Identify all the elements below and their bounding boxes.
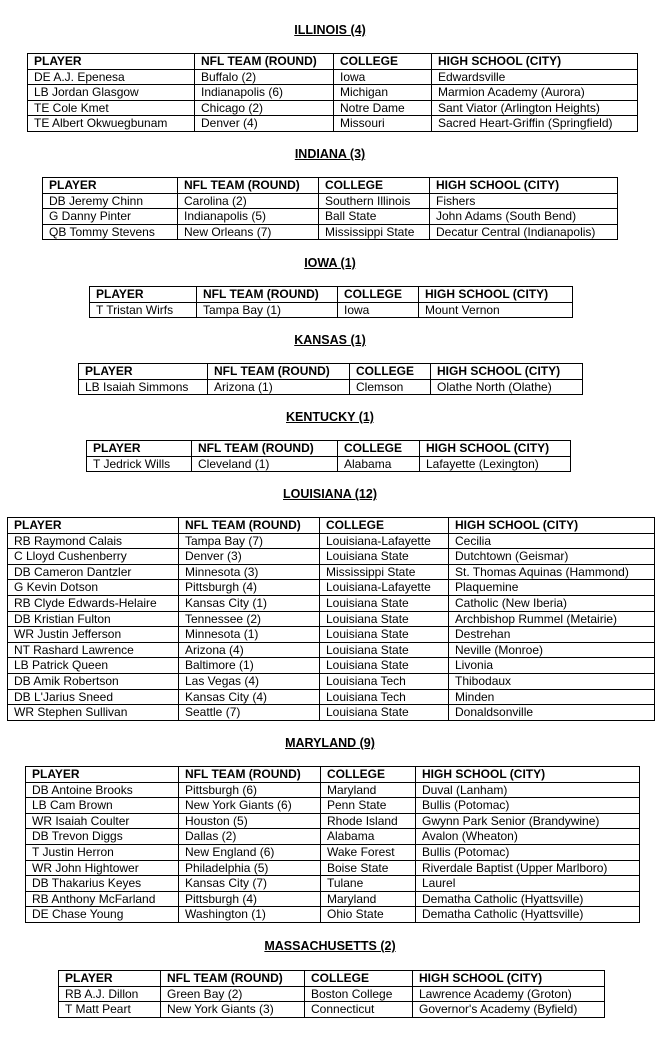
high-school-cell: Sacred Heart-Griffin (Springfield): [432, 116, 638, 132]
nfl-team-cell: Baltimore (1): [179, 658, 320, 674]
college-cell: Rhode Island: [321, 813, 416, 829]
column-header-high-school: HIGH SCHOOL (CITY): [419, 287, 573, 303]
college-cell: Louisiana-Lafayette: [320, 580, 449, 596]
nfl-team-cell: Kansas City (4): [179, 689, 320, 705]
state-heading: MASSACHUSETTS (2): [264, 939, 396, 953]
high-school-cell: Plaquemine: [449, 580, 655, 596]
college-cell: Ohio State: [321, 907, 416, 923]
table-row: [26, 798, 640, 814]
player-cell: LB Isaiah Simmons: [79, 379, 208, 395]
column-header-high-school: HIGH SCHOOL (CITY): [449, 518, 655, 534]
player-cell: TE Cole Kmet: [28, 100, 195, 116]
state-heading: ILLINOIS (4): [294, 23, 366, 37]
table-row: [79, 379, 583, 395]
college-cell: Louisiana State: [320, 658, 449, 674]
column-header-high-school: HIGH SCHOOL (CITY): [420, 441, 571, 457]
state-heading: LOUISIANA (12): [283, 487, 377, 501]
college-cell: Louisiana State: [320, 642, 449, 658]
header-row: [43, 178, 618, 194]
table-row: [8, 611, 655, 627]
nfl-team-cell: Arizona (1): [208, 379, 350, 395]
college-cell: Wake Forest: [321, 844, 416, 860]
nfl-team-cell: Philadelphia (5): [179, 860, 321, 876]
column-header-high-school: HIGH SCHOOL (CITY): [432, 54, 638, 70]
nfl-team-cell: Washington (1): [179, 907, 321, 923]
high-school-cell: Riverdale Baptist (Upper Marlboro): [416, 860, 640, 876]
high-school-cell: John Adams (South Bend): [430, 209, 618, 225]
table-row: [43, 193, 618, 209]
header-row: [8, 518, 655, 534]
nfl-team-cell: Indianapolis (6): [195, 85, 334, 101]
state-section: [0, 256, 660, 317]
draft-table: [78, 363, 583, 395]
column-header-college: COLLEGE: [321, 767, 416, 783]
state-heading: IOWA (1): [304, 256, 356, 270]
state-heading: KANSAS (1): [294, 333, 366, 347]
header-row: [79, 364, 583, 380]
player-cell: RB Clyde Edwards-Helaire: [8, 595, 179, 611]
nfl-team-cell: Pittsburgh (6): [179, 782, 321, 798]
player-cell: WR Justin Jefferson: [8, 627, 179, 643]
column-header-nfl-team: NFL TEAM (ROUND): [179, 518, 320, 534]
college-cell: Boise State: [321, 860, 416, 876]
header-row: [87, 441, 571, 457]
nfl-team-cell: Denver (4): [195, 116, 334, 132]
college-cell: Missouri: [334, 116, 432, 132]
college-cell: Louisiana State: [320, 595, 449, 611]
high-school-cell: Minden: [449, 689, 655, 705]
table-row: [26, 844, 640, 860]
high-school-cell: Bullis (Potomac): [416, 844, 640, 860]
player-cell: T Jedrick Wills: [87, 456, 192, 472]
table-row: [8, 580, 655, 596]
nfl-team-cell: Minnesota (3): [179, 564, 320, 580]
player-cell: LB Cam Brown: [26, 798, 179, 814]
high-school-cell: Neville (Monroe): [449, 642, 655, 658]
column-header-player: PLAYER: [90, 287, 197, 303]
high-school-cell: Livonia: [449, 658, 655, 674]
state-section: [0, 736, 660, 922]
nfl-team-cell: New York Giants (6): [179, 798, 321, 814]
nfl-team-cell: Indianapolis (5): [178, 209, 319, 225]
table-row: [28, 85, 638, 101]
draft-table: [86, 440, 571, 472]
column-header-nfl-team: NFL TEAM (ROUND): [192, 441, 338, 457]
table-row: [26, 860, 640, 876]
player-cell: T Tristan Wirfs: [90, 302, 197, 318]
table-row: [26, 907, 640, 923]
column-header-high-school: HIGH SCHOOL (CITY): [430, 178, 618, 194]
college-cell: Alabama: [321, 829, 416, 845]
player-cell: NT Rashard Lawrence: [8, 642, 179, 658]
state-heading: KENTUCKY (1): [286, 410, 374, 424]
player-cell: DB L'Jarius Sneed: [8, 689, 179, 705]
nfl-team-cell: Dallas (2): [179, 829, 321, 845]
high-school-cell: Laurel: [416, 876, 640, 892]
player-cell: DB Kristian Fulton: [8, 611, 179, 627]
table-row: [28, 69, 638, 85]
nfl-team-cell: Arizona (4): [179, 642, 320, 658]
column-header-college: COLLEGE: [350, 364, 431, 380]
college-cell: Maryland: [321, 891, 416, 907]
college-cell: Louisiana State: [320, 611, 449, 627]
college-cell: Louisiana-Lafayette: [320, 533, 449, 549]
nfl-team-cell: Kansas City (1): [179, 595, 320, 611]
column-header-player: PLAYER: [79, 364, 208, 380]
player-cell: WR Isaiah Coulter: [26, 813, 179, 829]
high-school-cell: Destrehan: [449, 627, 655, 643]
nfl-team-cell: Minnesota (1): [179, 627, 320, 643]
nfl-team-cell: Kansas City (7): [179, 876, 321, 892]
state-section: [0, 939, 660, 1017]
nfl-team-cell: Cleveland (1): [192, 456, 338, 472]
college-cell: Clemson: [350, 379, 431, 395]
high-school-cell: Avalon (Wheaton): [416, 829, 640, 845]
column-header-high-school: HIGH SCHOOL (CITY): [416, 767, 640, 783]
state-heading: INDIANA (3): [294, 147, 366, 161]
college-cell: Tulane: [321, 876, 416, 892]
column-header-college: COLLEGE: [338, 441, 420, 457]
high-school-cell: Governor's Academy (Byfield): [413, 1002, 605, 1018]
college-cell: Penn State: [321, 798, 416, 814]
state-heading: MARYLAND (9): [285, 736, 375, 750]
nfl-team-cell: Tennessee (2): [179, 611, 320, 627]
player-cell: QB Tommy Stevens: [43, 224, 178, 240]
column-header-player: PLAYER: [8, 518, 179, 534]
nfl-team-cell: Green Bay (2): [161, 986, 305, 1002]
nfl-team-cell: Buffalo (2): [195, 69, 334, 85]
nfl-team-cell: Houston (5): [179, 813, 321, 829]
table-row: [87, 456, 571, 472]
high-school-cell: Decatur Central (Indianapolis): [430, 224, 618, 240]
nfl-team-cell: New Orleans (7): [178, 224, 319, 240]
header-row: [59, 971, 605, 987]
table-row: [26, 813, 640, 829]
table-row: [8, 533, 655, 549]
player-cell: DE A.J. Epenesa: [28, 69, 195, 85]
column-header-college: COLLEGE: [334, 54, 432, 70]
high-school-cell: Mount Vernon: [419, 302, 573, 318]
table-row: [90, 302, 573, 318]
college-cell: Alabama: [338, 456, 420, 472]
player-cell: DB Jeremy Chinn: [43, 193, 178, 209]
college-cell: Mississippi State: [320, 564, 449, 580]
header-row: [26, 767, 640, 783]
player-cell: RB Raymond Calais: [8, 533, 179, 549]
column-header-nfl-team: NFL TEAM (ROUND): [161, 971, 305, 987]
high-school-cell: Donaldsonville: [449, 705, 655, 721]
college-cell: Louisiana State: [320, 549, 449, 565]
column-header-high-school: HIGH SCHOOL (CITY): [431, 364, 583, 380]
high-school-cell: Catholic (New Iberia): [449, 595, 655, 611]
college-cell: Louisiana Tech: [320, 689, 449, 705]
nfl-team-cell: Pittsburgh (4): [179, 891, 321, 907]
nfl-team-cell: Carolina (2): [178, 193, 319, 209]
column-header-nfl-team: NFL TEAM (ROUND): [197, 287, 338, 303]
high-school-cell: Bullis (Potomac): [416, 798, 640, 814]
table-row: [26, 876, 640, 892]
player-cell: LB Jordan Glasgow: [28, 85, 195, 101]
header-row: [28, 54, 638, 70]
player-cell: T Justin Herron: [26, 844, 179, 860]
college-cell: Boston College: [305, 986, 413, 1002]
column-header-college: COLLEGE: [338, 287, 419, 303]
nfl-team-cell: Chicago (2): [195, 100, 334, 116]
state-section: [0, 23, 660, 131]
column-header-player: PLAYER: [59, 971, 161, 987]
column-header-player: PLAYER: [28, 54, 195, 70]
draft-table: [27, 53, 638, 132]
player-cell: DB Trevon Diggs: [26, 829, 179, 845]
college-cell: Louisiana Tech: [320, 673, 449, 689]
high-school-cell: Archbishop Rummel (Metairie): [449, 611, 655, 627]
college-cell: Michigan: [334, 85, 432, 101]
state-section: [0, 410, 660, 471]
nfl-team-cell: New England (6): [179, 844, 321, 860]
table-row: [26, 891, 640, 907]
table-row: [26, 829, 640, 845]
player-cell: DB Thakarius Keyes: [26, 876, 179, 892]
college-cell: Southern Illinois: [319, 193, 430, 209]
college-cell: Iowa: [334, 69, 432, 85]
player-cell: DE Chase Young: [26, 907, 179, 923]
table-row: [8, 658, 655, 674]
college-cell: Ball State: [319, 209, 430, 225]
table-row: [43, 224, 618, 240]
state-section: [0, 487, 660, 720]
player-cell: C Lloyd Cushenberry: [8, 549, 179, 565]
high-school-cell: Marmion Academy (Aurora): [432, 85, 638, 101]
column-header-college: COLLEGE: [319, 178, 430, 194]
nfl-team-cell: Denver (3): [179, 549, 320, 565]
player-cell: G Danny Pinter: [43, 209, 178, 225]
table-row: [8, 642, 655, 658]
nfl-team-cell: Tampa Bay (1): [197, 302, 338, 318]
high-school-cell: Dematha Catholic (Hyattsville): [416, 891, 640, 907]
column-header-nfl-team: NFL TEAM (ROUND): [179, 767, 321, 783]
player-cell: DB Cameron Dantzler: [8, 564, 179, 580]
high-school-cell: Dematha Catholic (Hyattsville): [416, 907, 640, 923]
player-cell: T Matt Peart: [59, 1002, 161, 1018]
state-section: [0, 333, 660, 394]
college-cell: Iowa: [338, 302, 419, 318]
table-row: [8, 705, 655, 721]
nfl-team-cell: Seattle (7): [179, 705, 320, 721]
college-cell: Connecticut: [305, 1002, 413, 1018]
column-header-college: COLLEGE: [305, 971, 413, 987]
table-row: [8, 595, 655, 611]
column-header-nfl-team: NFL TEAM (ROUND): [195, 54, 334, 70]
table-row: [8, 564, 655, 580]
column-header-player: PLAYER: [43, 178, 178, 194]
high-school-cell: Thibodaux: [449, 673, 655, 689]
table-row: [8, 689, 655, 705]
table-row: [8, 549, 655, 565]
college-cell: Maryland: [321, 782, 416, 798]
high-school-cell: Fishers: [430, 193, 618, 209]
player-cell: RB A.J. Dillon: [59, 986, 161, 1002]
table-row: [28, 116, 638, 132]
draft-table: [58, 970, 605, 1018]
high-school-cell: Duval (Lanham): [416, 782, 640, 798]
nfl-team-cell: Tampa Bay (7): [179, 533, 320, 549]
nfl-team-cell: Las Vegas (4): [179, 673, 320, 689]
high-school-cell: Lafayette (Lexington): [420, 456, 571, 472]
player-cell: WR Stephen Sullivan: [8, 705, 179, 721]
header-row: [90, 287, 573, 303]
high-school-cell: Lawrence Academy (Groton): [413, 986, 605, 1002]
college-cell: Louisiana State: [320, 705, 449, 721]
high-school-cell: Cecilia: [449, 533, 655, 549]
draft-table: [25, 766, 640, 923]
nfl-team-cell: Pittsburgh (4): [179, 580, 320, 596]
table-row: [59, 986, 605, 1002]
table-row: [43, 209, 618, 225]
column-header-player: PLAYER: [87, 441, 192, 457]
college-cell: Louisiana State: [320, 627, 449, 643]
high-school-cell: St. Thomas Aquinas (Hammond): [449, 564, 655, 580]
nfl-team-cell: New York Giants (3): [161, 1002, 305, 1018]
column-header-player: PLAYER: [26, 767, 179, 783]
table-row: [28, 100, 638, 116]
player-cell: WR John Hightower: [26, 860, 179, 876]
player-cell: TE Albert Okwuegbunam: [28, 116, 195, 132]
column-header-college: COLLEGE: [320, 518, 449, 534]
player-cell: LB Patrick Queen: [8, 658, 179, 674]
player-cell: DB Antoine Brooks: [26, 782, 179, 798]
state-section: [0, 147, 660, 239]
draft-table: [89, 286, 573, 318]
high-school-cell: Edwardsville: [432, 69, 638, 85]
player-cell: G Kevin Dotson: [8, 580, 179, 596]
player-cell: RB Anthony McFarland: [26, 891, 179, 907]
draft-table: [7, 517, 655, 721]
column-header-high-school: HIGH SCHOOL (CITY): [413, 971, 605, 987]
high-school-cell: Gwynn Park Senior (Brandywine): [416, 813, 640, 829]
high-school-cell: Olathe North (Olathe): [431, 379, 583, 395]
column-header-nfl-team: NFL TEAM (ROUND): [178, 178, 319, 194]
draft-table: [42, 177, 618, 240]
table-row: [8, 627, 655, 643]
high-school-cell: Sant Viator (Arlington Heights): [432, 100, 638, 116]
college-cell: Notre Dame: [334, 100, 432, 116]
table-row: [8, 673, 655, 689]
column-header-nfl-team: NFL TEAM (ROUND): [208, 364, 350, 380]
table-row: [26, 782, 640, 798]
high-school-cell: Dutchtown (Geismar): [449, 549, 655, 565]
college-cell: Mississippi State: [319, 224, 430, 240]
player-cell: DB Amik Robertson: [8, 673, 179, 689]
table-row: [59, 1002, 605, 1018]
